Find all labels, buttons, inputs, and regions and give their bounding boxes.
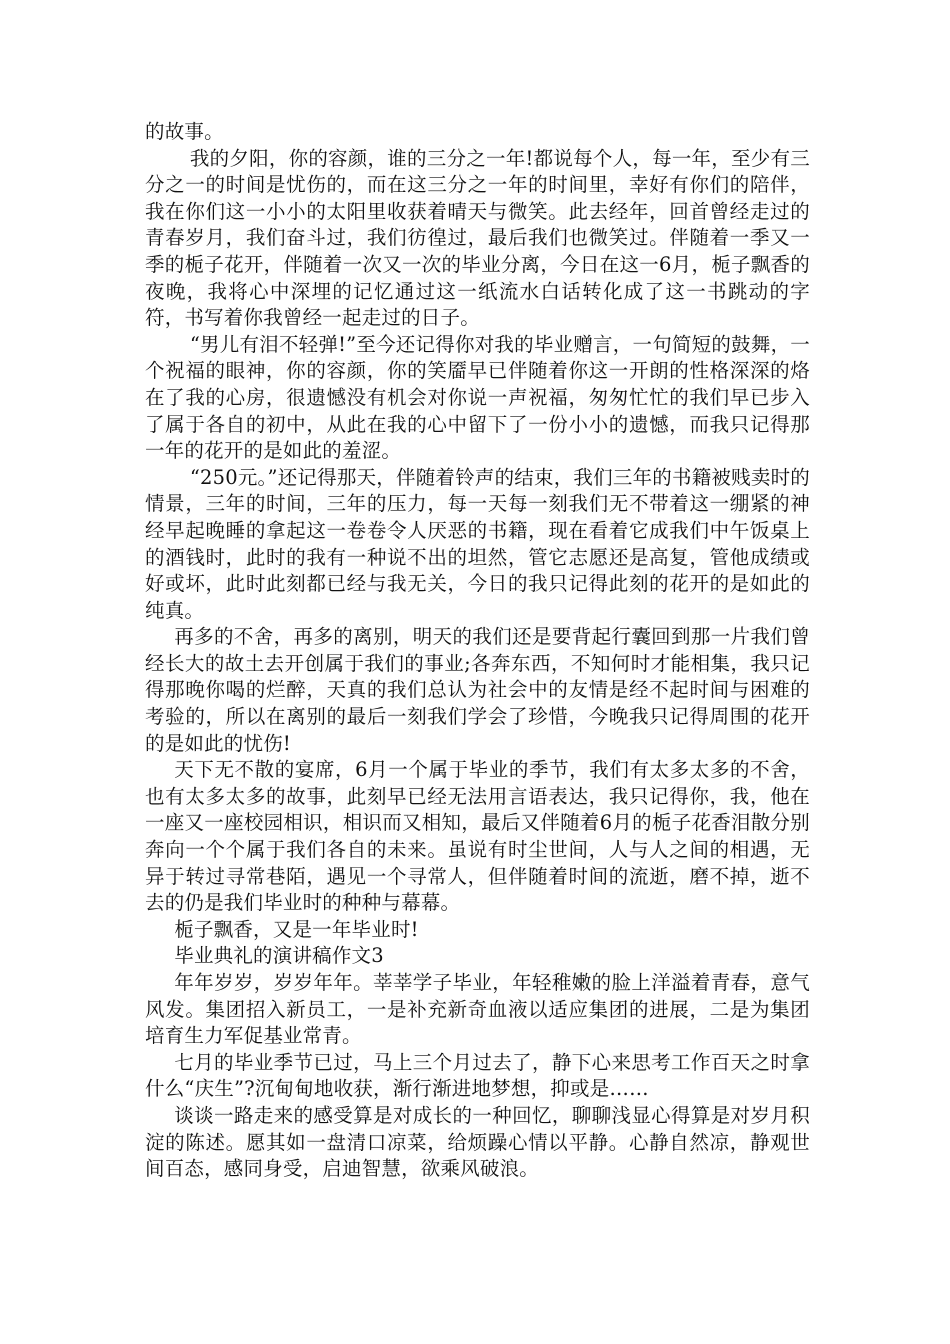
- paragraph-11: 谈谈一路走来的感受算是对成长的一种回忆，聊聊浅显心得算是对岁月积淀的陈述。愿其如一盘清口凉菜，给烦躁心情以平静。心静自然凉，静观世间百态，感同身受，启迪智慧，欲乘风破浪。: [145, 1103, 810, 1181]
- paragraph-1: 的故事。: [145, 120, 224, 143]
- document-body: [145, 119, 810, 1183]
- paragraph-6: 天下无不散的宴席，6月一个属于毕业的季节，我们有太多太多的不舍，也有太多太多的故事，此刻早已经无法用言语表达，我只记得你，我，他在一座又一座校园相识，相识而又相知，最后又伴随着6月的栀子花香泪散分别奔向一个个属于我们各自的未来。虽说有时尘世间，人与人之间的相遇，无异于转过寻常巷陌，遇见一个寻常人，但伴随着时间的流逝，磨不掉，逝不去的仍是我们毕业时的种种与幕幕。: [145, 758, 810, 915]
- paragraph-5: 再多的不舍，再多的离别，明天的我们还是要背起行囊回到那一片我们曾经长大的故土去开创属于我们的事业;各奔东西，不知何时才能相集，我只记得那晚你喝的烂醉，天真的我们总认为社会中的友情是经不起时间与困难的考验的，所以在离别的最后一刻我们学会了珍惜，今晚我只记得周围的花开的是如此的忧伤!: [145, 625, 810, 755]
- paragraph-10: 七月的毕业季节已过，马上三个月过去了，静下心来思考工作百天之时拿什么“庆生”?沉甸甸地收获，渐行渐进地梦想，抑或是……: [145, 1050, 810, 1101]
- paragraph-2: 我的夕阳，你的容颜，谁的三分之一年!都说每个人，每一年，至少有三分之一的时间是忧伤的，而在这三分之一年的时间里，幸好有你们的陪伴，我在你们这一小小的太阳里收获着晴天与微笑。此去经年，回首曾经走过的青春岁月，我们奋斗过，我们彷徨过，最后我们也微笑过。伴随着一季又一季的栀子花开，伴随着一次又一次的毕业分离，今日在这一6月，栀子飘香的夜晚，我将心中深埋的记忆通过这一纸流水白话转化成了这一书跳动的字符，书写着你我曾经一起走过的日子。: [145, 146, 810, 330]
- paragraph-3: “男儿有泪不轻弹!”至今还记得你对我的毕业赠言，一句简短的鼓舞，一个祝福的眼神，你的容颜，你的笑靥早已伴随着你这一开朗的性格深深的烙在了我的心房，很遗憾没有机会对你说一声祝福，匆匆忙忙的我们早已步入了属于各自的初中，从此在我的心中留下了一份小小的遗憾，而我只记得那一年的花开的是如此的羞涩。: [145, 332, 810, 463]
- paragraph-7: 栀子飘香，又是一年毕业时!: [174, 917, 419, 941]
- paragraph-4: “250元。”还记得那天，伴随着铃声的结束，我们三年的书籍被贱卖时的情景，三年的时间，三年的压力，每一天每一刻我们无不带着这一绷紧的神经早起晚睡的拿起这一卷卷令人厌恶的书籍，现在看着它成我们中午饭桌上的酒钱时，此时的我有一种说不出的坦然，管它志愿还是高复，管他成绩或好或坏，此时此刻都已经与我无关，今日的我只记得此刻的花开的是如此的纯真。: [145, 465, 810, 622]
- section-heading: 毕业典礼的演讲稿作文3: [174, 944, 384, 968]
- paragraph-9: 年年岁岁，岁岁年年。莘莘学子毕业，年轻稚嫩的脸上洋溢着青春，意气风发。集团招入新员工，一是补充新奇血液以适应集团的进展，二是为集团培育生力军促基业常青。: [145, 971, 810, 1048]
